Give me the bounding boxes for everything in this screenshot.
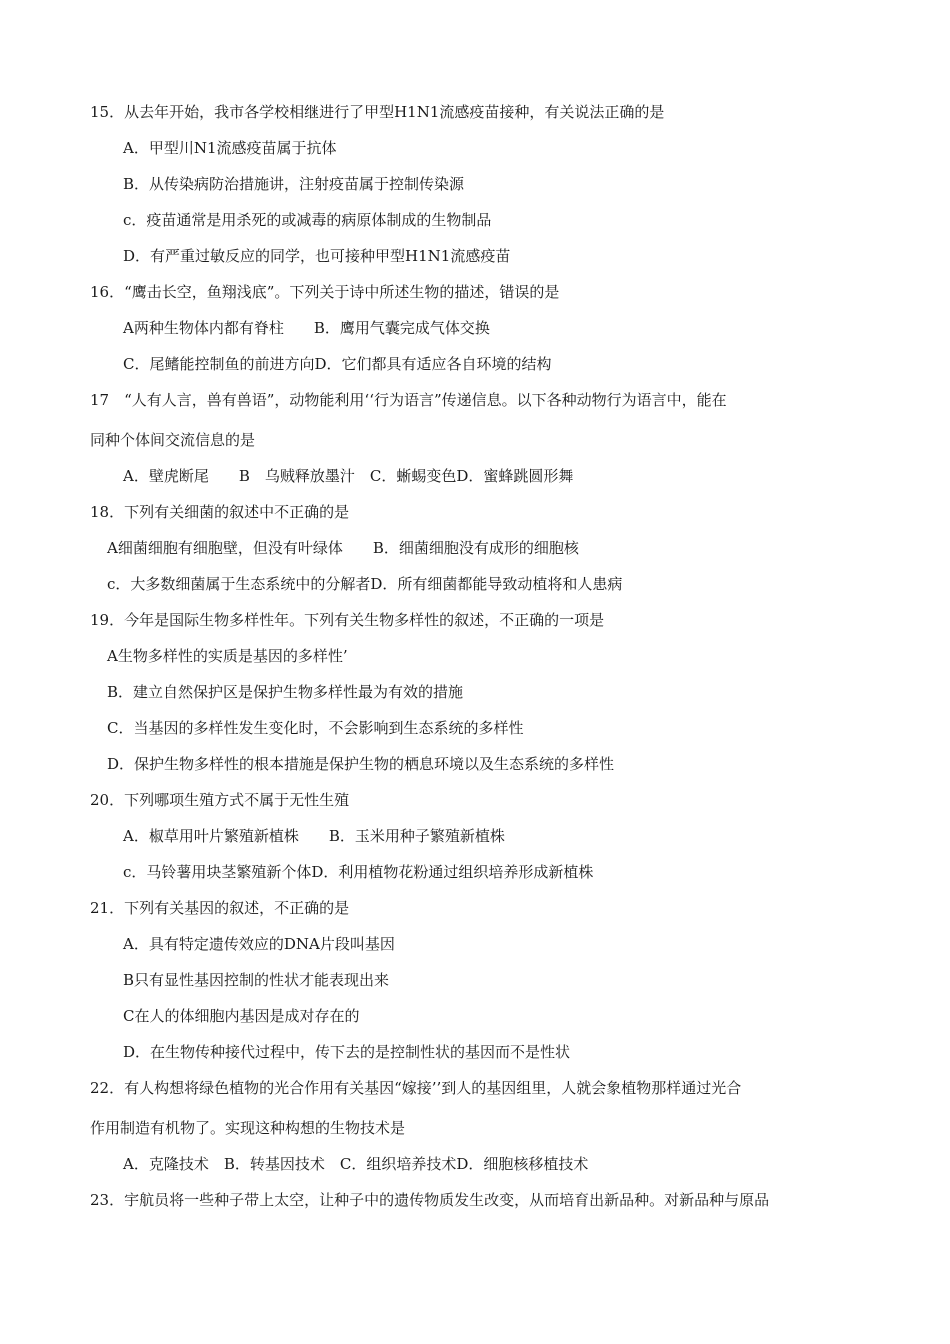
- question-20-stem: 20．下列哪项生殖方式不属于无性生殖: [90, 791, 350, 809]
- question-21-option-d: D．在生物传种接代过程中，传下去的是控制性状的基因而不是性状: [123, 1043, 571, 1061]
- question-19-stem: 19．今年是国际生物多样性年。下列有关生物多样性的叙述，不正确的一项是: [90, 611, 605, 629]
- question-18-stem: 18．下列有关细菌的叙述中不正确的是: [90, 503, 350, 521]
- question-22-stem-line-2: 作用制造有机物了。实现这种构想的生物技术是: [90, 1119, 406, 1137]
- question-15-option-b: B．从传染病防治措施讲，注射疫苗属于控制传染源: [123, 175, 465, 193]
- question-23-stem: 23．宇航员将一些种子带上太空，让种子中的遗传物质发生改变，从而培育出新品种。对新品种与原品: [90, 1191, 770, 1209]
- question-16-options-ab: A两种生物体内都有脊柱 B．鹰用气囊完成气体交换: [123, 319, 490, 337]
- question-21-stem: 21．下列有关基因的叙述，不正确的是: [90, 899, 350, 917]
- question-19-option-d: D．保护生物多样性的根本措施是保护生物的栖息环境以及生态系统的多样性: [107, 755, 615, 773]
- question-19-option-a: A生物多样性的实质是基因的多样性’: [107, 647, 348, 665]
- question-21-option-a: A．具有特定遗传效应的DNA片段叫基因: [123, 935, 395, 953]
- question-17-stem-line-2: 同种个体间交流信息的是: [90, 431, 256, 449]
- question-19-option-c: C．当基因的多样性发生变化时，不会影响到生态系统的多样性: [107, 719, 524, 737]
- question-22-options: A．克隆技术 B．转基因技术 C．组织培养技术D．细胞核移植技术: [123, 1155, 589, 1173]
- question-22-stem-line-1: 22．有人构想将绿色植物的光合作用有关基因“嫁接’’到人的基因组里，人就会象植物那样通过光合: [90, 1079, 742, 1097]
- question-19-option-b: B．建立自然保护区是保护生物多样性最为有效的措施: [107, 683, 464, 701]
- question-18-options-ab: A细菌细胞有细胞壁，但没有叶绿体 B．细菌细胞没有成形的细胞核: [107, 539, 579, 557]
- question-21-option-c: C在人的体细胞内基因是成对存在的: [123, 1007, 360, 1025]
- question-15-option-d: D．有严重过敏反应的同学，也可接种甲型H1N1流感疫苗: [123, 247, 511, 265]
- question-15-stem: 15．从去年开始，我市各学校相继进行了甲型H1N1流感疫苗接种，有关说法正确的是: [90, 103, 665, 121]
- question-16-options-cd: C．尾鳍能控制鱼的前进方向D．它们都具有适应各自环境的结构: [123, 355, 552, 373]
- question-17-stem-line-1: 17 “人有人言，兽有兽语”，动物能利用‘‘行为语言”传递信息。以下各种动物行为语言中，能在: [90, 391, 727, 409]
- question-16-stem: 16．“鹰击长空，鱼翔浅底”。下列关于诗中所述生物的描述，错误的是: [90, 283, 560, 301]
- question-15-option-a: A．甲型川N1流感疫苗属于抗体: [123, 139, 337, 157]
- question-15-option-c: c．疫苗通常是用杀死的或减毒的病原体制成的生物制品: [123, 211, 492, 229]
- question-20-options-ab: A．椒草用叶片繁殖新植株 B．玉米用种子繁殖新植株: [123, 827, 505, 845]
- question-21-option-b: B只有显性基因控制的性状才能表现出来: [123, 971, 390, 989]
- question-20-options-cd: c．马铃薯用块茎繁殖新个体D．利用植物花粉通过组织培养形成新植株: [123, 863, 594, 881]
- question-18-options-cd: c．大多数细菌属于生态系统中的分解者D．所有细菌都能导致动植将和人患病: [107, 575, 623, 593]
- question-17-options: A．壁虎断尾 B 乌贼释放墨汁 C．蜥蜴变色D．蜜蜂跳圆形舞: [123, 467, 574, 485]
